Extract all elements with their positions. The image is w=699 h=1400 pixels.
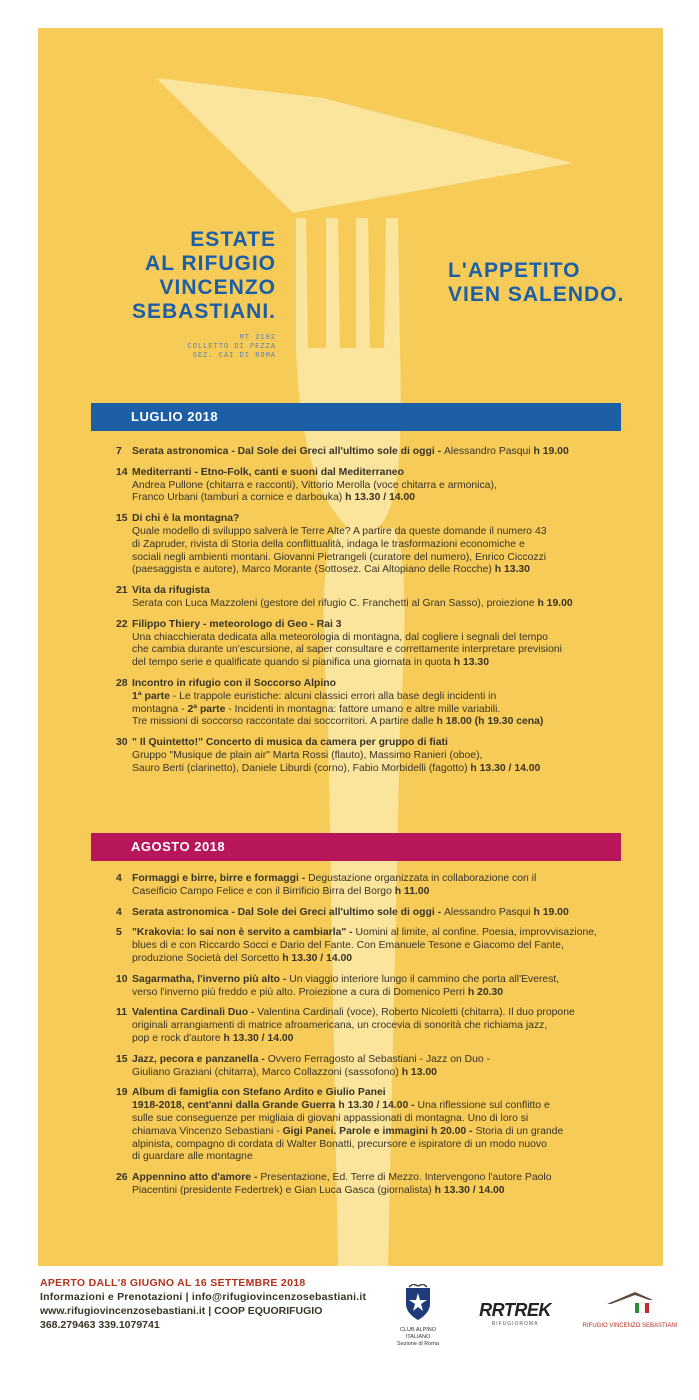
event-text xyxy=(132,927,636,965)
event-line xyxy=(132,907,636,920)
event-description: blues di e con Riccardo Socci e Dario del Fante. Con Emanuele Tesone e Giacomo del Fante, xyxy=(132,940,564,952)
event-highlight: Di chi è la montagna? xyxy=(132,513,240,525)
event-day: 22 xyxy=(116,618,128,630)
event-line xyxy=(132,552,636,565)
event-line xyxy=(132,1087,636,1100)
event-highlight: Gigi Panei. Parole e immagini h 20.00 - xyxy=(282,1125,476,1137)
event-description: Degustazione organizzata in collaborazione con il xyxy=(308,873,537,884)
event-day: 26 xyxy=(116,1172,128,1184)
event-description: Giuliano Graziani (chitarra), Marco Collazzoni (sassofono) xyxy=(132,1066,402,1078)
event-day: 30 xyxy=(116,737,128,749)
event-line xyxy=(132,940,636,953)
event-day: 7 xyxy=(116,446,122,457)
event-item xyxy=(116,927,636,965)
august-event-list xyxy=(116,873,636,1206)
event-line xyxy=(132,492,636,505)
event-line xyxy=(132,873,636,886)
event-description: Andrea Pullone (chitarra e racconti), Vittorio Merolla (voce chitarra e armonica), xyxy=(132,479,497,491)
event-item xyxy=(116,467,636,505)
event-line xyxy=(132,564,636,577)
event-item xyxy=(116,678,636,729)
address-line: MT 2102 xyxy=(239,334,276,342)
cai-name-line: CLUB ALPINO ITALIANO xyxy=(399,1327,437,1340)
event-description: sociali negli ambienti montani. Giovanni Pietrangeli (curatore del numero), Enrico Ciccozzi xyxy=(132,551,547,563)
july-event-list xyxy=(116,446,636,784)
event-item xyxy=(116,907,636,920)
event-line xyxy=(132,974,636,987)
event-description: Serata con Luca Mazzoleni (gestore del rifugio C. Franchetti al Gran Sasso), proiezione xyxy=(132,597,538,609)
event-line xyxy=(132,1067,636,1080)
event-line xyxy=(132,1020,636,1033)
event-text xyxy=(132,1087,636,1164)
event-description: del tempo serie e qualificate quando si pianifica una giornata in quota xyxy=(132,657,454,669)
event-line xyxy=(132,750,636,763)
event-line xyxy=(132,953,636,966)
event-description: produzione Società del Sorcetto xyxy=(132,952,283,964)
event-line xyxy=(132,513,636,526)
event-item xyxy=(116,446,636,459)
event-line xyxy=(132,1172,636,1185)
event-line xyxy=(132,1113,636,1126)
cheese-slice xyxy=(156,78,573,213)
event-day: 11 xyxy=(116,1007,127,1019)
event-highlight: Valentina Cardinali Duo - xyxy=(132,1007,258,1019)
event-highlight: h 19.00 xyxy=(533,446,569,457)
event-text xyxy=(132,446,636,459)
event-line xyxy=(132,763,636,776)
event-description: Piacentini (presidente Federtrek) e Gian Luca Gasca (giornalista) xyxy=(132,1184,435,1196)
event-highlight: h 13.30 / 14.00 xyxy=(345,492,416,504)
event-text xyxy=(132,1054,636,1080)
event-day: 4 xyxy=(116,873,122,884)
event-line xyxy=(132,1139,636,1152)
event-highlight: Serata astronomica - Dal Sole dei Greci all'ultimo sole di oggi - xyxy=(132,906,444,918)
event-line xyxy=(132,657,636,670)
cai-name xyxy=(387,1327,449,1348)
event-highlight: h 13.30 xyxy=(494,564,530,576)
event-line xyxy=(132,987,636,1000)
event-line xyxy=(132,1151,636,1164)
event-highlight: h 20.30 xyxy=(467,986,504,998)
event-day: 10 xyxy=(116,973,128,985)
event-description: Valentina Cardinali (voce), Roberto Nicoletti (chitarra). Il duo propone xyxy=(257,1007,575,1019)
event-item xyxy=(116,1087,636,1164)
event-highlight: h 13.30 xyxy=(453,657,489,669)
event-line xyxy=(132,1185,636,1198)
event-day: 28 xyxy=(116,677,128,689)
rrtrek-logo xyxy=(472,1300,558,1327)
event-highlight: Formaggi e birre, birre e formaggi - xyxy=(132,873,309,884)
event-text xyxy=(132,974,636,1000)
event-highlight: Sagarmatha, l'inverno più alto - xyxy=(132,973,290,985)
event-text xyxy=(132,873,636,899)
event-line xyxy=(132,539,636,552)
event-highlight: Serata astronomica - Dal Sole dei Greci all'ultimo sole di oggi - xyxy=(132,446,444,457)
event-item xyxy=(116,974,636,1000)
poster xyxy=(38,28,663,1266)
event-highlight: h 13.00 xyxy=(401,1066,437,1078)
event-description: Alessandro Pasqui xyxy=(443,446,534,457)
event-line xyxy=(132,598,636,611)
event-highlight: h 18.00 (h 19.30 cena) xyxy=(436,716,544,728)
month-header-july: LUGLIO 2018 xyxy=(91,403,621,431)
event-description: verso l'inverno più freddo e più alto. Proiezione a cura di Domenico Perri xyxy=(132,986,468,998)
event-description: alpinista, compagno di cordata di Walter Bonatti, precursore e ispiratore di un modo nuovo xyxy=(132,1138,547,1150)
event-description: originali arrangiamenti di matrice afroamericana, un crocevia di sonorità che richiama jazz, xyxy=(132,1020,548,1032)
event-day: 5 xyxy=(116,927,122,939)
rifugio-roof-icon xyxy=(605,1290,655,1316)
title-left-line: VINCENZO xyxy=(159,276,276,299)
month-header-august: AGOSTO 2018 xyxy=(91,833,621,861)
event-description: che cambia durante un'escursione, al saper consultare e correttamente interpretare previsioni xyxy=(132,644,562,656)
cai-name-line: Sezione di Roma xyxy=(397,1341,439,1347)
event-description: di Zapruder, rivista di Storia della conflittualità, indaga le trasformazioni economiche e xyxy=(132,538,525,550)
event-item xyxy=(116,873,636,899)
event-line xyxy=(132,886,636,899)
event-text xyxy=(132,1007,636,1045)
event-line xyxy=(132,1100,636,1113)
rrtrek-wordmark: RRTREK xyxy=(479,1300,551,1320)
event-highlight: h 11.00 xyxy=(394,885,430,897)
event-day: 21 xyxy=(116,585,128,597)
title-left-line: AL RIFUGIO xyxy=(145,252,276,275)
event-description: - Le trappole euristiche: alcuni classici errori alla base degli incidenti in xyxy=(169,690,497,702)
event-highlight: " Il Quintetto!" Concerto di musica da camera per gruppo di fiati xyxy=(132,737,448,749)
event-line xyxy=(132,691,636,704)
tagline xyxy=(448,259,638,307)
event-highlight: Jazz, pecora e panzanella - xyxy=(132,1053,268,1065)
cai-emblem-icon xyxy=(403,1284,433,1322)
event-day: 14 xyxy=(116,466,128,478)
event-description: Tre missioni di soccorso raccontate dai soccorritori. A partire dalle xyxy=(132,716,437,728)
event-line xyxy=(132,716,636,729)
event-highlight: "Krakovia: lo sai non è servito a cambiarla" - xyxy=(132,927,356,939)
address xyxy=(178,334,276,361)
event-description: Una riflessione sul conflitto e xyxy=(417,1100,550,1112)
title-left-line: ESTATE xyxy=(190,228,276,251)
event-highlight: 1918-2018, cent'anni dalla Grande Guerra h 13.30 / 14.00 - xyxy=(132,1100,418,1112)
event-line xyxy=(132,678,636,691)
event-description: Presentazione, Ed. Terre di Mezzo. Intervengono l'autore Paolo xyxy=(260,1172,552,1184)
tagline-line: L'APPETITO xyxy=(448,259,581,282)
rrtrek-subtitle: RIFUGIOROMA xyxy=(491,1321,539,1327)
event-description: Franco Urbani (tamburi a cornice e darbouka) xyxy=(132,492,346,504)
event-highlight: Incontro in rifugio con il Soccorso Alpino xyxy=(132,677,336,689)
event-line xyxy=(132,480,636,493)
event-highlight: Filippo Thiery - meteorologo di Geo - Rai 3 xyxy=(132,618,342,630)
event-text xyxy=(132,619,636,670)
event-item xyxy=(116,1007,636,1045)
event-line xyxy=(132,1054,636,1067)
event-line xyxy=(132,927,636,940)
event-line xyxy=(132,1007,636,1020)
event-description: di guardare alle montagne xyxy=(132,1151,253,1163)
event-description: Ovvero Ferragosto al Sebastiani - Jazz on Duo - xyxy=(267,1053,491,1065)
opening-dates: APERTO DALL'8 GIUGNO AL 16 SETTEMBRE 2018 xyxy=(40,1277,306,1289)
website[interactable]: www.rifugiovincenzosebastiani.it | COOP EQUORIFUGIO xyxy=(40,1305,323,1317)
event-highlight: h 13.30 / 14.00 xyxy=(223,1032,294,1044)
event-line xyxy=(132,737,636,750)
event-text xyxy=(132,1172,636,1198)
address-line: COLLETTO DI PEZZA xyxy=(187,343,276,351)
event-description: - Incidenti in montagna: fattore umano e altre mille variabili. xyxy=(225,703,501,715)
event-day: 4 xyxy=(116,906,122,918)
event-text xyxy=(132,678,636,729)
event-day: 15 xyxy=(116,513,128,525)
event-text xyxy=(132,585,636,611)
event-text xyxy=(132,737,636,775)
event-description: Una chiacchierata dedicata alla meteorologia di montagna, dal cogliere i segnali del tempo xyxy=(132,631,548,643)
footer xyxy=(40,1276,400,1332)
event-description: pop e rock d'autore xyxy=(132,1032,224,1044)
event-item xyxy=(116,619,636,670)
event-day: 19 xyxy=(116,1087,128,1099)
rifugio-logo xyxy=(570,1290,690,1329)
event-highlight: h 13.30 / 14.00 xyxy=(434,1184,505,1196)
event-line xyxy=(132,585,636,598)
event-line xyxy=(132,619,636,632)
contact-info[interactable]: Informazioni e Prenotazioni | info@rifugiovincenzosebastiani.it xyxy=(40,1291,367,1303)
event-description: sulle sue conseguenze per migliaia di giovani appassionati di montagna. Uno di loro si xyxy=(132,1112,529,1124)
event-description: chiamava Vincenzo Sebastiani - xyxy=(132,1125,283,1137)
event-line xyxy=(132,644,636,657)
event-description: Gruppo "Musique de plain air" Marta Rossi (flauto), Massimo Ranieri (oboe), xyxy=(132,749,483,761)
tagline-line: VIEN SALENDO. xyxy=(448,283,625,306)
event-description: (paesaggista e autore), Marco Morante (Sottosez. Cai Altopiano delle Rocche) xyxy=(132,564,495,576)
phone-numbers: 368.279463 339.1079741 xyxy=(40,1319,160,1331)
event-description: Un viaggio interiore lungo il cammino che porta all'Everest, xyxy=(289,973,560,985)
title-left-line: SEBASTIANI. xyxy=(131,300,276,323)
event-line xyxy=(132,446,636,459)
title-left xyxy=(116,228,276,324)
event-highlight: h 13.30 / 14.00 xyxy=(282,952,353,964)
event-line xyxy=(132,704,636,717)
address-line: SEZ. CAI DI ROMA xyxy=(192,352,276,360)
event-day: 15 xyxy=(116,1053,128,1065)
event-description: montagna - xyxy=(132,703,188,715)
event-item xyxy=(116,1054,636,1080)
event-line xyxy=(132,467,636,480)
event-text xyxy=(132,907,636,920)
event-description: Storia di un grande xyxy=(475,1125,564,1137)
event-highlight: Vita da rifugista xyxy=(132,585,210,597)
event-highlight: 2ª parte xyxy=(187,703,226,715)
event-highlight: h 19.00 xyxy=(533,906,569,918)
event-highlight: h 13.30 / 14.00 xyxy=(470,762,541,774)
event-description: Sauro Berti (clarinetto), Daniele Liburdi (corno), Fabio Morbidelli (fagotto) xyxy=(132,762,471,774)
event-line xyxy=(132,1033,636,1046)
event-description: Uomini al limite, al confine. Poesia, improvvisazione, xyxy=(355,927,597,939)
rifugio-name: RIFUGIO VINCENZO SEBASTIANI xyxy=(582,1323,678,1329)
event-text xyxy=(132,467,636,505)
event-text xyxy=(132,513,636,577)
event-line xyxy=(132,632,636,645)
event-description: Caseificio Campo Felice e con il Birrificio Birra del Borgo xyxy=(132,885,395,897)
cai-logo xyxy=(387,1284,449,1348)
event-highlight: Mediterranti - Etno-Folk, canti e suoni dal Mediterraneo xyxy=(132,466,404,478)
event-description: Alessandro Pasqui xyxy=(443,906,534,918)
event-item xyxy=(116,513,636,577)
event-line xyxy=(132,526,636,539)
event-line xyxy=(132,1126,636,1139)
event-item xyxy=(116,737,636,775)
event-highlight: 1ª parte xyxy=(132,690,170,702)
event-description: Quale modello di sviluppo salverà le Terre Alte? A partire da queste domande il numero 43 xyxy=(132,525,547,537)
event-highlight: h 19.00 xyxy=(537,597,573,609)
event-highlight: Album di famiglia con Stefano Ardito e Giulio Panei xyxy=(132,1087,386,1099)
event-highlight: Appennino atto d'amore - xyxy=(132,1172,261,1184)
event-item xyxy=(116,1172,636,1198)
event-item xyxy=(116,585,636,611)
